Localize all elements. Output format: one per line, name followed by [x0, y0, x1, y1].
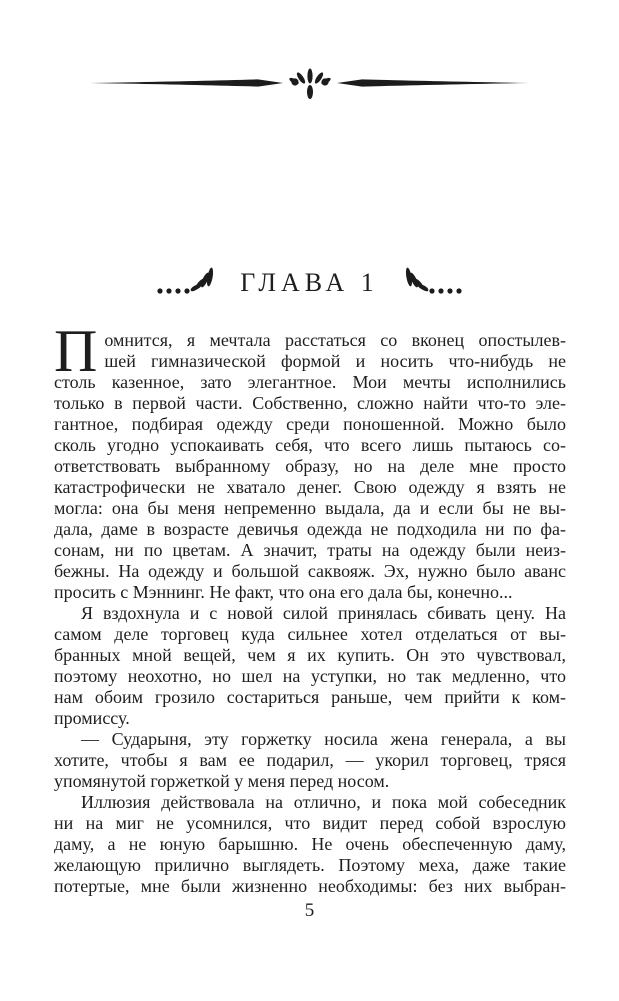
text-line: — Сударыня, эту горжетку носила жена генерала, а вы [81, 729, 566, 749]
text-line: нам обоим грозило состариться раньше, чем прийти к ком- [54, 687, 566, 707]
flourish-right-icon [405, 266, 463, 300]
text-line: ни на миг не усомнился, что видит перед собой взрослую [54, 813, 566, 833]
tapered-rule-icon [90, 68, 530, 107]
flourish-left-icon [156, 266, 214, 300]
text-line: шей гимназической формой и носить что-нибудь не [104, 351, 566, 371]
text-line: промиссу. [54, 708, 130, 728]
body-text [54, 318, 566, 897]
text-line: только в первой части. Собственно, сложно найти что-то эле- [54, 393, 566, 413]
paragraph [54, 318, 566, 603]
text-line: просить с Мэннинг. Не факт, что она его дала бы, конечно... [54, 582, 513, 602]
paragraph [54, 792, 566, 897]
paragraph [54, 729, 566, 792]
text-line: гантное, подбирая одежду среди поношенной. Можно было [54, 414, 566, 434]
text-line: столь казенное, зато элегантное. Мои мечты исполнились [54, 372, 566, 392]
text-line: даму, а не юную барышню. Не очень обеспеченную даму, [54, 834, 566, 854]
chapter-heading [0, 266, 619, 300]
text-line: поэтому неохотно, но шел на уступки, но так медленно, что [54, 666, 566, 686]
text-line: сонам, ни по цветам. А значит, траты на одежду были неиз- [54, 540, 566, 560]
text-line: желающую прилично выглядеть. Поэтому меха, даже такие [54, 855, 566, 875]
text-line: ответствовать выбранному образу, но на деле мне просто [54, 456, 566, 476]
paragraph [54, 603, 566, 729]
chapter-title: ГЛАВА 1 [240, 268, 379, 297]
header-divider-ornament [0, 68, 619, 107]
text-line: дала, даме в возрасте девичья одежда не подходила ни по фа- [54, 519, 566, 539]
text-line: упомянутой горжеткой у меня перед носом. [54, 771, 390, 791]
text-line: бежны. На одежду и большой саквояж. Эх, нужно было аванс [54, 561, 566, 581]
text-line: Иллюзия действовала на отлично, и пока мой собеседник [81, 792, 566, 812]
text-line: бранных мной вещей, чем я их купить. Он это чувствовал, [54, 645, 566, 665]
text-line: сколь угодно успокаивать себя, что всего лишь пытаюсь со- [54, 435, 566, 455]
text-line: омнится, я мечтала расстаться со вконец опостылев- [104, 330, 566, 350]
text-line: хотите, чтобы я вам ее подарил, — укорил торговец, тряся [54, 750, 566, 770]
text-line: катастрофически не хватало денег. Свою одежду я взять не [54, 477, 566, 497]
text-line: самом деле торговец куда сильнее хотел отделаться от вы- [54, 624, 566, 644]
text-line: потертые, мне были жизненно необходимы: без них выбран- [54, 876, 566, 896]
page-number: 5 [304, 900, 315, 921]
drop-cap: П [54, 318, 98, 384]
text-line: Я вздохнула и с новой силой принялась сбивать цену. На [81, 603, 566, 623]
text-line: могла: она бы меня непременно выдала, да и если бы не вы- [54, 498, 566, 518]
